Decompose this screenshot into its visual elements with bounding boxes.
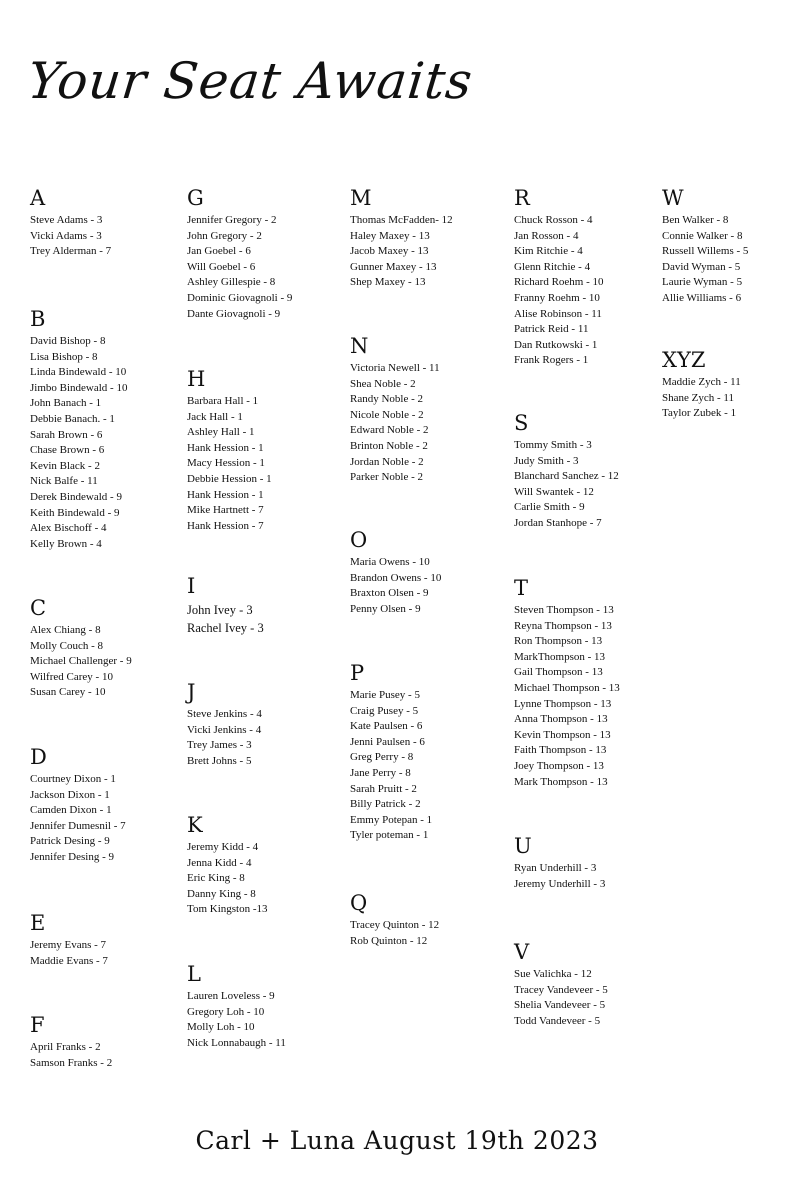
guest-entry: Susan Carey - 10 <box>30 686 106 699</box>
guest-entry: Carlie Smith - 9 <box>514 501 585 514</box>
guest-entry: Judy Smith - 3 <box>514 454 579 467</box>
guest-entry: Billy Patrick - 2 <box>350 798 421 811</box>
guest-entry: Macy Hession - 1 <box>187 457 265 470</box>
guest-entry: Chuck Rosson - 4 <box>514 214 593 226</box>
guest-entry: Barbara Hall - 1 <box>187 395 259 407</box>
guest-entry: Jenni Paulsen - 6 <box>350 735 425 748</box>
guest-entry: Shelia Vandeveer - 5 <box>514 999 606 1012</box>
guest-entry: Jacob Maxey - 13 <box>350 245 429 258</box>
guest-entry: Craig Pusey - 5 <box>350 704 419 717</box>
group-m <box>350 186 453 291</box>
guest-entry: Molly Couch - 8 <box>30 639 104 652</box>
guest-entry: Ashley Hall - 1 <box>187 426 255 439</box>
letter-heading: H <box>187 367 206 391</box>
guest-entry: Brandon Owens - 10 <box>350 571 442 584</box>
guest-entry: Hank Hession - 1 <box>187 441 264 454</box>
guest-list <box>30 938 108 969</box>
group-u <box>514 834 605 892</box>
group-g <box>187 186 292 322</box>
guest-list <box>514 213 604 369</box>
letter-heading: J <box>187 680 196 704</box>
guest-entry: Thomas McFadden- 12 <box>350 214 453 226</box>
guest-entry: Penny Olsen - 9 <box>350 602 421 615</box>
guest-entry: Alise Robinson - 11 <box>514 307 602 320</box>
group-e <box>30 911 108 969</box>
group-d <box>30 745 126 866</box>
guest-list <box>350 213 453 291</box>
guest-entry: Haley Maxey - 13 <box>350 229 430 242</box>
guest-entry: Rachel Ivey - 3 <box>187 621 264 635</box>
group-h <box>187 367 272 534</box>
guest-entry: Parker Noble - 2 <box>350 471 424 484</box>
letter-heading: W <box>662 186 684 210</box>
group-p <box>350 661 432 844</box>
guest-entry: Randy Noble - 2 <box>350 393 424 406</box>
letter-heading: M <box>350 186 372 210</box>
guest-entry: Debbie Hession - 1 <box>187 472 272 485</box>
guest-entry: Mike Hartnett - 7 <box>187 504 264 517</box>
guest-entry: Jan Rosson - 4 <box>514 229 579 242</box>
letter-heading: G <box>187 186 204 210</box>
guest-entry: Jeremy Evans - 7 <box>30 939 107 951</box>
guest-entry: Edward Noble - 2 <box>350 424 429 437</box>
guest-list <box>514 967 608 1029</box>
guest-entry: Faith Thompson - 13 <box>514 744 607 757</box>
guest-entry: Jennifer Desing - 9 <box>30 850 115 863</box>
group-w <box>662 186 748 307</box>
guest-entry: Sarah Brown - 6 <box>30 428 103 441</box>
guest-entry: MarkThompson - 13 <box>514 650 606 663</box>
guest-entry: Braxton Olsen - 9 <box>350 587 429 600</box>
guest-entry: Nick Balfe - 11 <box>30 475 98 488</box>
guest-entry: Jeremy Underhill - 3 <box>514 877 606 890</box>
guest-entry: Patrick Desing - 9 <box>30 835 110 848</box>
guest-entry: Tracey Quinton - 12 <box>350 919 440 931</box>
guest-list <box>514 603 620 790</box>
guest-entry: Jan Goebel - 6 <box>187 245 251 258</box>
guest-entry: Greg Perry - 8 <box>350 751 414 764</box>
guest-entry: Camden Dixon - 1 <box>30 804 112 817</box>
guest-entry: Shea Noble - 2 <box>350 377 416 390</box>
group-l <box>187 962 286 1051</box>
guest-entry: Reyna Thompson - 13 <box>514 619 612 632</box>
guest-entry: John Gregory - 2 <box>187 229 262 242</box>
guest-entry: Vicki Adams - 3 <box>30 229 102 242</box>
guest-list <box>350 555 441 617</box>
letter-heading: C <box>30 596 47 620</box>
guest-entry: Taylor Zubek - 1 <box>662 407 737 420</box>
guest-entry: Jenna Kidd - 4 <box>187 856 252 869</box>
guest-list <box>30 334 127 552</box>
guest-entry: Samson Franks - 2 <box>30 1056 113 1069</box>
guest-entry: Trey James - 3 <box>187 739 252 752</box>
letter-heading: K <box>187 813 203 837</box>
guest-list <box>187 840 268 918</box>
guest-entry: Gregory Loh - 10 <box>187 1005 265 1018</box>
guest-entry: Tyler poteman - 1 <box>350 829 429 842</box>
guest-entry: Lisa Bishop - 8 <box>30 350 98 363</box>
guest-entry: Kevin Black - 2 <box>30 459 100 472</box>
guest-list <box>350 688 432 844</box>
guest-entry: Jordan Stanhope - 7 <box>514 516 602 529</box>
guest-entry: Sue Valichka - 12 <box>514 968 592 980</box>
guest-entry: Gail Thompson - 13 <box>514 666 603 679</box>
guest-entry: David Bishop - 8 <box>30 335 106 347</box>
group-q <box>350 891 439 949</box>
guest-entry: Brinton Noble - 2 <box>350 439 428 452</box>
guest-entry: Tom Kingston -13 <box>187 903 268 916</box>
guest-list <box>350 361 440 486</box>
guest-entry: Steve Adams - 3 <box>30 214 103 226</box>
guest-entry: Allie Williams - 6 <box>662 291 742 304</box>
letter-heading: S <box>514 411 529 435</box>
letter-heading: U <box>514 834 532 858</box>
guest-entry: Jeremy Kidd - 4 <box>187 841 259 853</box>
guest-entry: Steve Jenkins - 4 <box>187 708 262 720</box>
guest-entry: Connie Walker - 8 <box>662 229 743 242</box>
guest-entry: Courtney Dixon - 1 <box>30 773 116 785</box>
guest-entry: Maddie Zych - 11 <box>662 376 741 388</box>
guest-entry: Anna Thompson - 13 <box>514 713 608 726</box>
guest-entry: Dominic Giovagnoli - 9 <box>187 291 293 304</box>
guest-entry: Jack Hall - 1 <box>187 410 243 423</box>
guest-entry: Maddie Evans - 7 <box>30 954 108 967</box>
guest-entry: Lauren Loveless - 9 <box>187 990 275 1002</box>
letter-heading: E <box>30 911 46 935</box>
guest-list <box>187 707 262 769</box>
group-b <box>30 307 127 552</box>
guest-entry: Alex Bischoff - 4 <box>30 522 107 535</box>
guest-entry: John Banach - 1 <box>30 397 102 410</box>
guest-entry: Trey Alderman - 7 <box>30 245 112 258</box>
guest-list <box>30 1040 112 1071</box>
group-n <box>350 334 440 486</box>
guest-entry: Chase Brown - 6 <box>30 444 105 457</box>
letter-heading: Q <box>350 891 368 915</box>
letter-heading: L <box>187 962 201 986</box>
guest-entry: Laurie Wyman - 5 <box>662 276 743 289</box>
guest-list <box>30 623 132 701</box>
page-title: Your Seat Awaits <box>24 52 476 110</box>
guest-list <box>514 438 619 532</box>
letter-heading: I <box>187 574 196 598</box>
letter-heading: A <box>30 186 46 210</box>
group-f <box>30 1013 112 1071</box>
group-a <box>30 186 111 260</box>
letter-heading: T <box>514 576 529 600</box>
letter-heading: XYZ <box>662 348 706 372</box>
guest-entry: Linda Bindewald - 10 <box>30 366 127 379</box>
guest-entry: Jackson Dixon - 1 <box>30 788 110 801</box>
guest-entry: Victoria Newell - 11 <box>350 362 440 374</box>
guest-entry: Shep Maxey - 13 <box>350 276 426 289</box>
group-xyz <box>662 348 741 422</box>
guest-entry: Jennifer Gregory - 2 <box>187 214 277 226</box>
letter-heading: P <box>350 661 365 685</box>
guest-entry: Rob Quinton - 12 <box>350 934 428 947</box>
guest-entry: Hank Hession - 7 <box>187 519 264 532</box>
guest-entry: Marie Pusey - 5 <box>350 689 420 701</box>
group-v <box>514 940 608 1029</box>
guest-list <box>187 213 292 322</box>
letter-heading: R <box>514 186 530 210</box>
letter-heading: F <box>30 1013 45 1037</box>
group-c <box>30 596 132 701</box>
guest-entry: Ben Walker - 8 <box>662 214 729 226</box>
guest-list <box>350 918 439 949</box>
guest-entry: Richard Roehm - 10 <box>514 276 604 289</box>
guest-entry: Jimbo Bindewald - 10 <box>30 381 128 394</box>
guest-entry: Molly Loh - 10 <box>187 1021 255 1034</box>
guest-entry: Dan Rutkowski - 1 <box>514 338 598 351</box>
letter-heading: B <box>30 307 46 331</box>
guest-list <box>662 213 748 307</box>
guest-entry: Derek Bindewald - 9 <box>30 490 122 503</box>
letter-heading: N <box>350 334 369 358</box>
guest-entry: Kate Paulsen - 6 <box>350 720 423 733</box>
letter-heading: D <box>30 745 47 769</box>
guest-entry: Sarah Pruitt - 2 <box>350 782 417 795</box>
guest-entry: Lynne Thompson - 13 <box>514 697 612 710</box>
guest-entry: Ashley Gillespie - 8 <box>187 276 276 289</box>
guest-entry: Jennifer Dumesnil - 7 <box>30 819 126 832</box>
guest-entry: Russell Willems - 5 <box>662 245 749 258</box>
guest-entry: Hank Hession - 1 <box>187 488 264 501</box>
guest-entry: Nicole Noble - 2 <box>350 408 424 421</box>
guest-entry: Will Swantek - 12 <box>514 485 594 498</box>
guest-entry: April Franks - 2 <box>30 1041 101 1053</box>
letter-heading: O <box>350 528 368 552</box>
guest-entry: Tracey Vandeveer - 5 <box>514 983 608 996</box>
guest-entry: David Wyman - 5 <box>662 260 741 273</box>
guest-list <box>30 213 111 260</box>
guest-entry: Kim Ritchie - 4 <box>514 245 583 258</box>
guest-list <box>187 601 264 637</box>
guest-entry: Keith Bindewald - 9 <box>30 506 120 519</box>
guest-entry: Alex Chiang - 8 <box>30 624 101 636</box>
group-i <box>187 574 264 637</box>
guest-entry: Maria Owens - 10 <box>350 556 430 568</box>
guest-entry: Michael Thompson - 13 <box>514 681 620 694</box>
guest-entry: Patrick Reid - 11 <box>514 323 589 336</box>
guest-entry: Glenn Ritchie - 4 <box>514 260 591 273</box>
group-j <box>187 680 262 769</box>
guest-entry: Michael Challenger - 9 <box>30 655 132 668</box>
guest-list <box>662 375 741 422</box>
group-s <box>514 411 619 532</box>
guest-entry: Vicki Jenkins - 4 <box>187 723 262 736</box>
guest-list <box>187 989 286 1051</box>
guest-entry: Danny King - 8 <box>187 887 256 900</box>
guest-list <box>187 394 272 534</box>
guest-entry: Debbie Banach. - 1 <box>30 412 115 425</box>
guest-entry: Mark Thompson - 13 <box>514 775 608 788</box>
guest-entry: Dante Giovagnoli - 9 <box>187 307 281 320</box>
guest-entry: Franny Roehm - 10 <box>514 291 600 304</box>
guest-entry: Tommy Smith - 3 <box>514 439 592 451</box>
guest-entry: Emmy Potepan - 1 <box>350 813 433 826</box>
group-t <box>514 576 620 790</box>
guest-entry: Ryan Underhill - 3 <box>514 862 597 874</box>
guest-entry: Brett Johns - 5 <box>187 754 252 767</box>
guest-entry: Todd Vandeveer - 5 <box>514 1014 601 1027</box>
guest-entry: Gunner Maxey - 13 <box>350 260 437 273</box>
guest-entry: Steven Thompson - 13 <box>514 604 614 616</box>
guest-entry: Jane Perry - 8 <box>350 766 411 779</box>
group-o <box>350 528 441 617</box>
letter-heading: V <box>514 940 530 964</box>
guest-entry: Shane Zych - 11 <box>662 391 734 404</box>
guest-entry: Will Goebel - 6 <box>187 260 256 273</box>
guest-list <box>514 861 605 892</box>
guest-entry: Kevin Thompson - 13 <box>514 728 611 741</box>
guest-entry: Ron Thompson - 13 <box>514 635 603 648</box>
footer-date: Carl + Luna August 19th 2023 <box>195 1126 599 1155</box>
group-k <box>187 813 268 918</box>
guest-entry: Joey Thompson - 13 <box>514 759 604 772</box>
guest-entry: Kelly Brown - 4 <box>30 537 102 550</box>
guest-entry: Nick Lonnabaugh - 11 <box>187 1036 286 1049</box>
guest-entry: Eric King - 8 <box>187 872 245 885</box>
guest-list <box>30 772 126 866</box>
guest-entry: Blanchard Sanchez - 12 <box>514 470 619 483</box>
group-r <box>514 186 604 369</box>
guest-entry: Wilfred Carey - 10 <box>30 670 113 683</box>
guest-entry: Jordan Noble - 2 <box>350 455 424 468</box>
guest-entry: John Ivey - 3 <box>187 603 253 617</box>
guest-entry: Frank Rogers - 1 <box>514 354 589 367</box>
